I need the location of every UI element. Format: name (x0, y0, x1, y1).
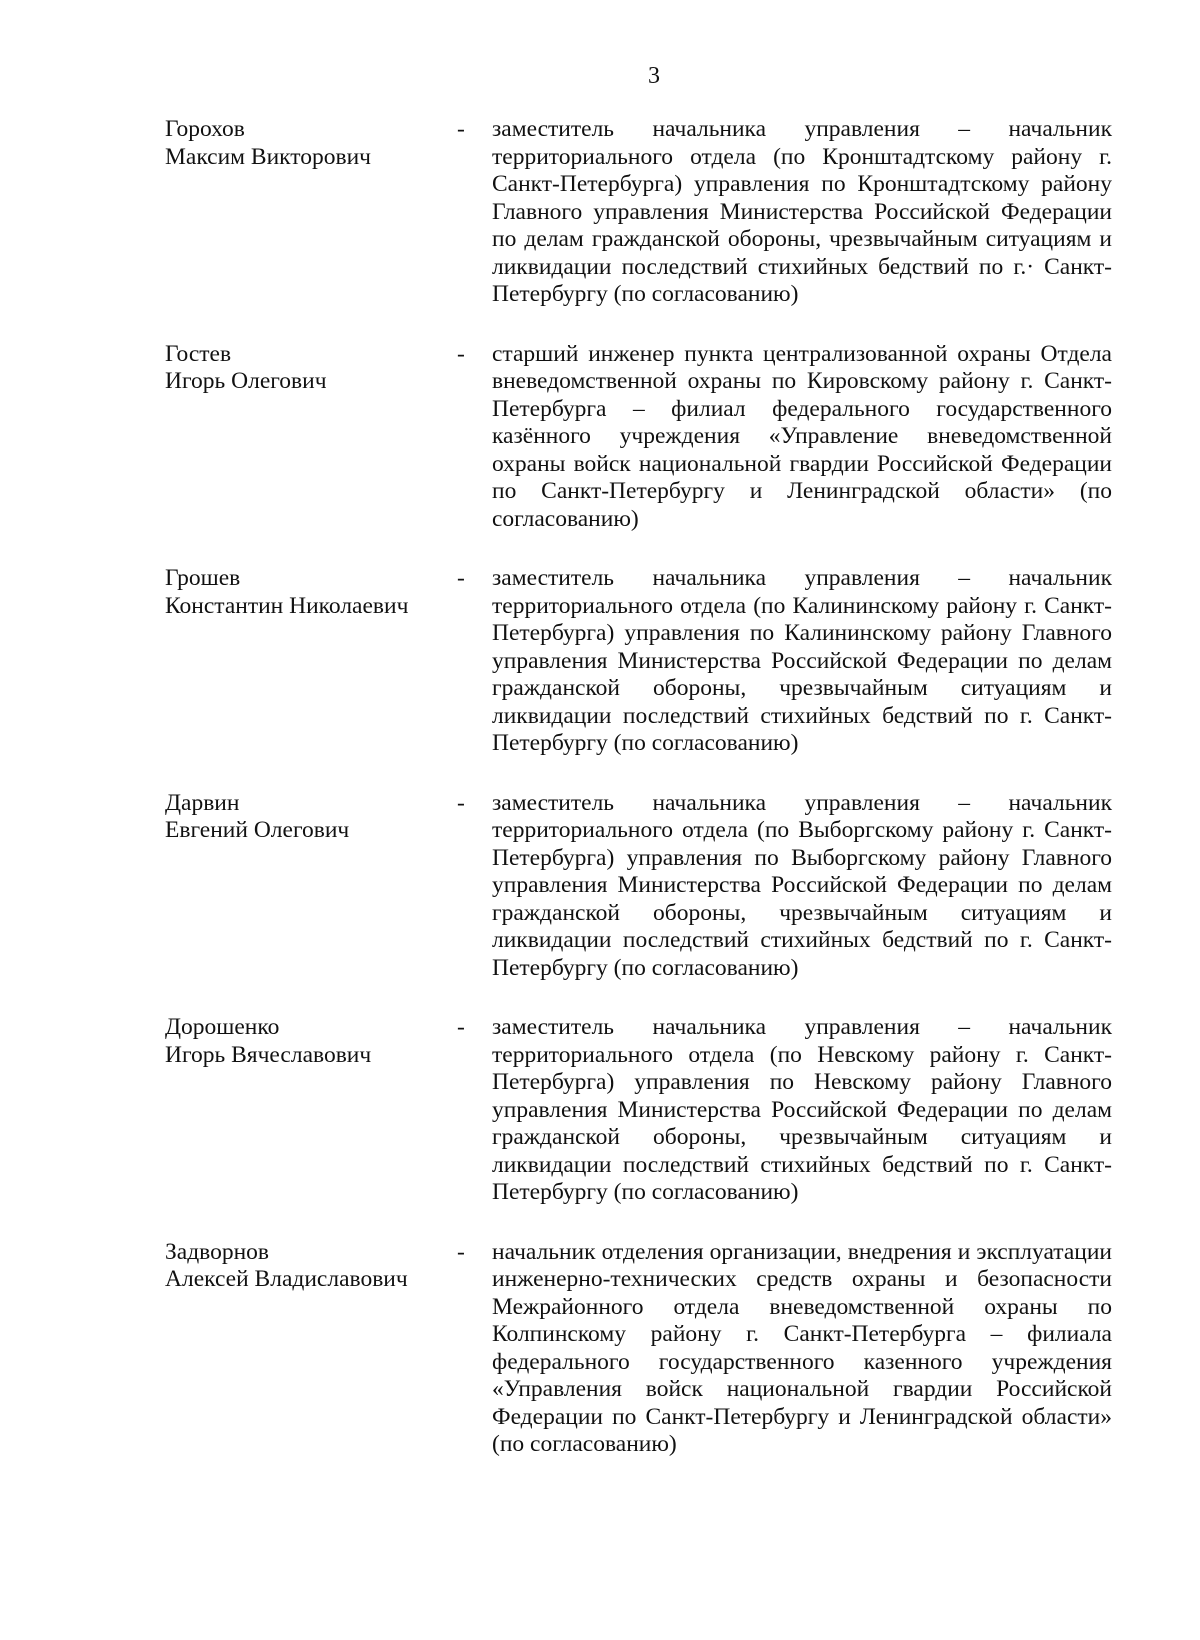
given-names: Игорь Вячеславович (165, 1041, 372, 1068)
dash-separator: - (457, 340, 465, 367)
list-item (165, 1239, 1110, 1459)
dash-separator: - (457, 116, 465, 142)
member-list (165, 116, 1110, 1491)
list-item (165, 790, 1110, 983)
surname: Гостев (165, 340, 232, 367)
list-item (165, 116, 1110, 309)
person-name (165, 790, 455, 845)
list-item (165, 341, 1110, 534)
person-name (165, 1239, 455, 1294)
page-number: 3 (648, 63, 660, 89)
person-name (165, 1014, 455, 1069)
list-item (165, 1014, 1110, 1207)
person-name (165, 341, 455, 396)
given-names: Максим Викторович (165, 143, 371, 170)
surname: Горохов (165, 116, 245, 142)
position-description: заместитель начальника управления – начальник территориального отдела (по Невскому району г. Санкт-Петербурга) управления по Невскому району Главного управления Министерства Российской Федерации по делам гражданской обороны, чрезвычайным ситуациям и ликвидации последствий стихийных бедствий по г. Санкт-Петербургу (по согласованию) (492, 1014, 1112, 1205)
position-description: заместитель начальника управления – начальник территориального отдела (по Выборгскому району г. Санкт-Петербурга) управления по Выборгскому району Главного управления Министерства Российской Федерации по делам гражданской обороны, чрезвычайным ситуациям и ликвидации последствий стихийных бедствий по г. Санкт-Петербургу (по согласованию) (492, 789, 1112, 981)
surname: Грошев (165, 565, 241, 591)
dash-separator: - (457, 789, 465, 816)
given-names: Алексей Владиславович (165, 1266, 408, 1292)
given-names: Игорь Олегович (165, 368, 327, 394)
position-description: заместитель начальника управления – начальник территориального отдела (по Кронштадтскому району г. Санкт-Петербурга) управления по Кронштадтскому району Главного управления Министерства Российской Федерации по делам гражданской обороны, чрезвычайным ситуациям и ликвидации последствий стихийных бедствий по г.· Санкт-Петербургу (по согласованию) (492, 116, 1112, 307)
position-description: заместитель начальника управления – начальник территориального отдела (по Калининскому району г. Санкт-Петербурга) управления по Калининскому району Главного управления Министерства Российской Федерации по делам гражданской обороны, чрезвычайным ситуациям и ликвидации последствий стихийных бедствий по г. Санкт-Петербургу (по согласованию) (492, 565, 1112, 756)
surname: Задворнов (165, 1238, 270, 1265)
dash-separator: - (457, 1238, 465, 1265)
given-names: Константин Николаевич (165, 592, 409, 619)
position-description: старший инженер пункта централизованной охраны Отдела вневедомственной охраны по Кировскому району г. Санкт-Петербурга – филиал федерального государственного казённого учреждения «Управление вневедомственной охраны войск национальной гвардии Российской Федерации по Санкт-Петербургу и Ленинградской области» (по согласованию) (492, 340, 1112, 532)
surname: Дорошенко (165, 1014, 280, 1040)
dash-separator: - (457, 1014, 465, 1040)
position-description: начальник отделения организации, внедрения и эксплуатации инженерно-технических средств охраны и безопасности Межрайонного отдела вневедомственной охраны по Колпинскому району г. Санкт-Петербурга – филиала федерального государственного казенного учреждения «Управления войск национальной гвардии Российской Федерации по Санкт-Петербургу и Ленинградской области» (по согласованию) (492, 1238, 1112, 1457)
given-names: Евгений Олегович (165, 817, 350, 843)
person-name (165, 116, 455, 171)
dash-separator: - (457, 565, 465, 591)
list-item (165, 565, 1110, 758)
person-name (165, 565, 455, 620)
surname: Дарвин (165, 789, 240, 816)
